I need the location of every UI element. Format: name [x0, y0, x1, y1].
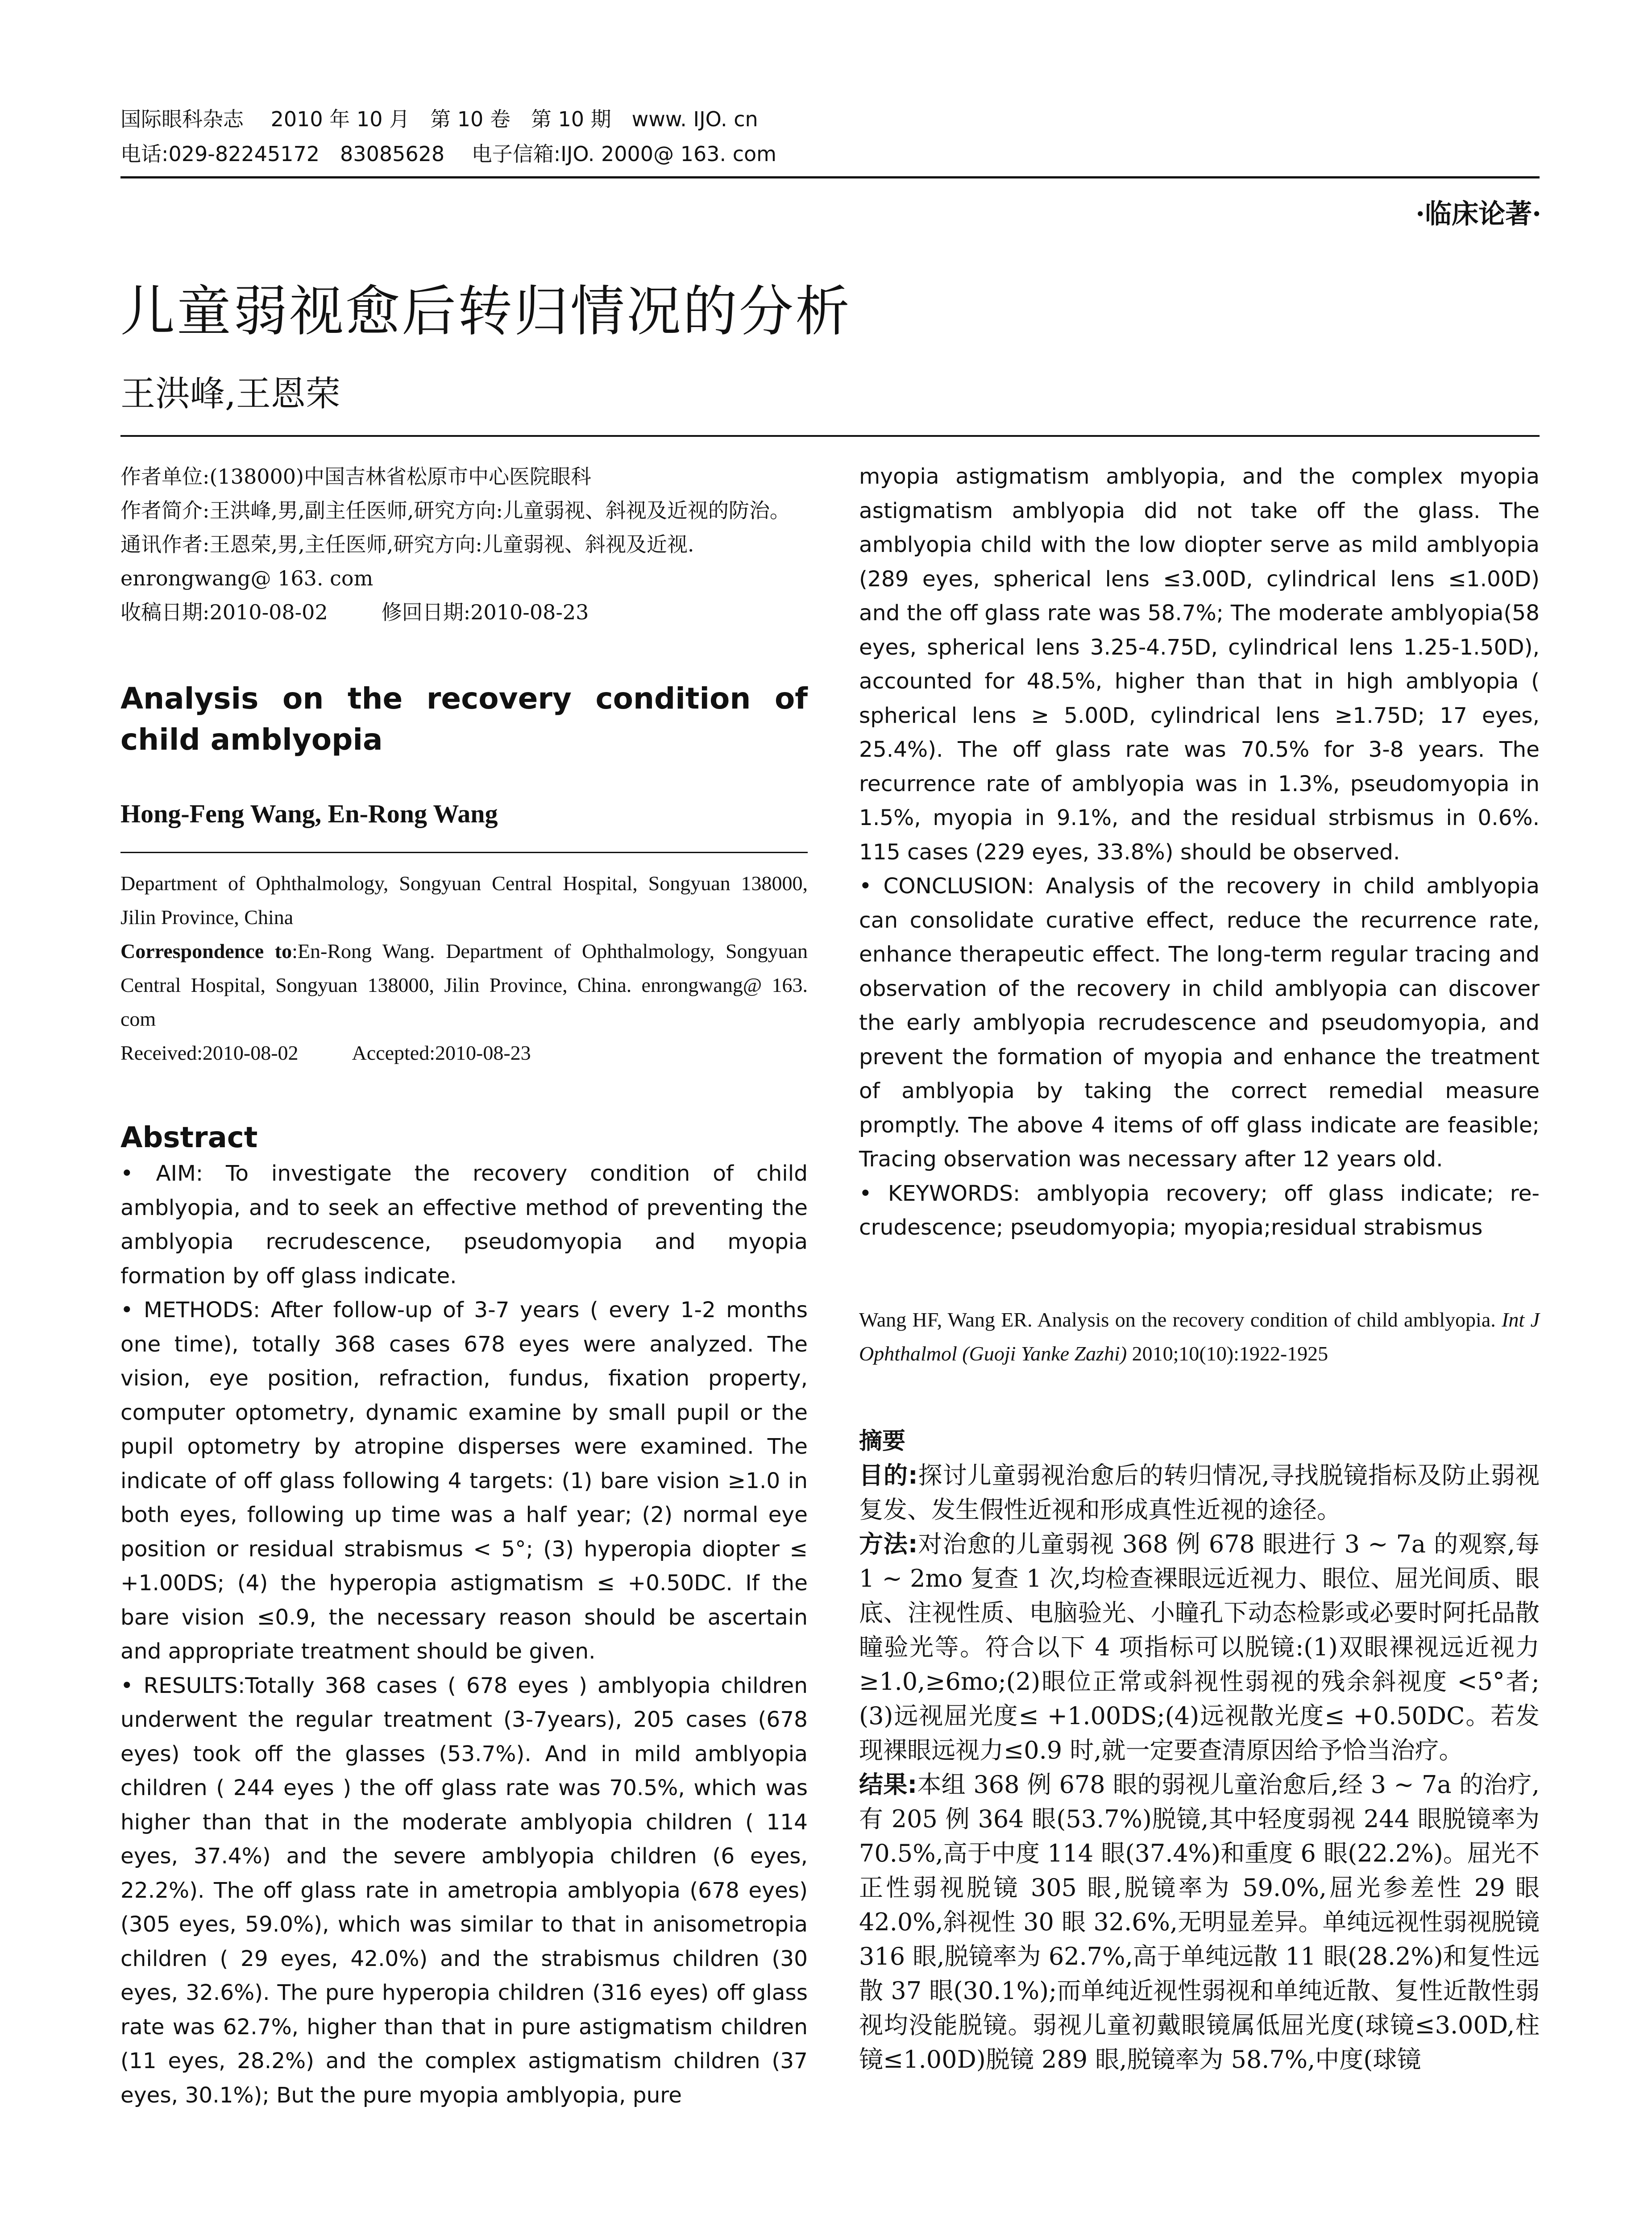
article-title-cn: 儿童弱视愈后转归情况的分析 — [120, 280, 851, 343]
results-text-left: Totally 368 cases ( 678 eyes ) amblyopia children underwent the regular treatment (3-7years), 205 cases (678 eyes) took off the glasses (53.7%). And in mild amblyopia children ( 244 eyes ) the off glass rate was 70.5%, which was higher than that in the moderate amblyopia children ( 114 eyes, 37.4%) and the severe amblyopia children (6 eyes, 22.2%). The off glass rate in ametropia amblyopia (678 eyes) (305 eyes, 59.0%), which was similar to that in anisometropia children ( 29 eyes, 42.0%) and the strabismus children (30 eyes, 32.6%). The pure hyperopia children (316 eyes) off glass rate was 62.7%, higher than that in pure astigmatism children (11 eyes, 28.2%) and the complex astigmatism children (37 eyes, 30.1%); But the pure myopia amblyopia, pure — [120, 1673, 808, 2108]
journal-info-line: 国际眼科杂志 2010 年 10 月 第 10 卷 第 10 期 www. IJO. cn — [120, 107, 758, 131]
results-label: • RESULTS: — [120, 1673, 245, 1698]
aim-label: • AIM: — [120, 1161, 203, 1186]
section-tag: ·临床论著· — [1415, 199, 1541, 230]
results-text-cn: 本组 368 例 678 眼的弱视儿童治愈后,经 3 ~ 7a 的治疗,有 205 例 364 眼(53.7%)脱镜,其中轻度弱视 244 眼脱镜率为 70.5%,高于中度 114 眼(37.4%)和重度 6 眼(22.2%)。屈光不正性弱视脱镜 305 眼,脱镜率为 59.0%,屈光参差性 29 眼 42.0%,斜视性 30 眼 32.6%,无明显差异。单纯远视性弱视脱镜 316 眼,脱镜率为 62.7%,高于单纯远散 11 眼(28.2%)和复性远散 37 眼(30.1%);而单纯近视性弱视和单纯近散、复性近散性弱视均没能脱镜。弱视儿童初戴眼镜属低屈光度(球镜≤3.00D,柱镜≤1.00D)脱镜 289 眼,脱镜率为 58.7%,中度(球镜 — [859, 1770, 1540, 2073]
abstract-results — [120, 1669, 808, 2113]
results-label-cn: 结果: — [859, 1770, 917, 1799]
affiliation-en-block — [120, 867, 808, 1070]
dates-cn — [120, 595, 808, 629]
keywords-text: amblyopia recovery; off glass indicate; re-crudescence; pseudomyopia; myopia;residual strabismus — [859, 1181, 1540, 1240]
title-rule — [120, 435, 1540, 437]
correspondence-label: Correspondence to — [120, 940, 292, 962]
abstract-aim — [120, 1157, 808, 1293]
aim-text: To investigate the recovery condition of child amblyopia, and to seek an effective method of preventing the amblyopia recrudescence, pseudomyopia and myopia formation by off glass indicate. — [120, 1161, 808, 1289]
author-info-cn — [120, 460, 808, 629]
article-title-en: Analysis on the recovery condition of child amblyopia — [120, 681, 808, 757]
methods-text-cn: 对治愈的儿童弱视 368 例 678 眼进行 3 ~ 7a 的观察,每 1 ~ 2mo 复查 1 次,均检查裸眼远近视力、眼位、屈光间质、眼底、注视性质、电脑验光、小瞳孔下动态检影或必要时阿托品散瞳验光等。符合以下 4 项指标可以脱镜:(1)双眼裸视远近视力≥1.0,≥6mo;(2)眼位正常或斜视性弱视的残余斜视度 <5°者;(3)远视屈光度≤ +1.00DS;(4)远视散光度≤ +0.50DC。若发现裸眼远视力≤0.9 时,就一定要查清原因给予恰当治疗。 — [859, 1530, 1540, 1764]
header-rule — [120, 176, 1540, 178]
author-rule — [120, 852, 808, 853]
conclusion-text: Analysis of the recovery in child amblyopia can consolidate curative effect, reduce the recurrence rate, enhance therapeutic effect. The long-term regular tracing and observation of the recovery in child amblyopia can discover the early amblyopia recrudescence and pseudomyopia, and prevent the formation of myopia and enhance the treatment of amblyopia by taking the correct remedial measure promptly. The above 4 items of off glass indicate are feasible; Tracing observation was necessary after 12 years old. — [859, 874, 1540, 1172]
aim-text-cn: 探讨儿童弱视治愈后的转归情况,寻找脱镜指标及防止弱视复发、发生假性近视和形成真性近视的途径。 — [859, 1461, 1540, 1524]
abstract-methods — [120, 1293, 808, 1669]
abstract-en-left — [120, 1157, 808, 2112]
department-en: Department of Ophthalmology, Songyuan Central Hospital, Songyuan 138000, Jilin Province, China — [120, 872, 808, 929]
citation-text: Wang HF, Wang ER. Analysis on the recovery condition of child amblyopia. — [859, 1308, 1502, 1331]
conclusion-label: • CONCLUSION: — [859, 874, 1034, 899]
received-date-cn: 收稿日期:2010-08-02 — [120, 600, 328, 624]
citation-journal: Int J Ophthalmol (Guoji Yanke Zazhi) — [859, 1308, 1540, 1365]
contact-info-line: 电话:029-82245172 83085628 电子信箱:IJO. 2000@ 163. com — [120, 142, 776, 166]
methods-text: After follow-up of 3-7 years ( every 1-2 months one time), totally 368 cases 678 eyes were analyzed. The vision, eye position, refraction, fundus, fixation property, computer optometry, dynamic examine by small pupil or the pupil optometry by atropine disperses were examined. The indicate of off glass following 4 targets: (1) bare vision ≥1.0 in both eyes, following up time was a half year; (2) normal eye position or residual strabismus < 5°; (3) hyperopia diopter ≤ +1.00DS; (4) the hyperopia astigmatism ≤ +0.50DC. If the bare vision ≤0.9, the necessary reason should be ascertain and appropriate treatment should be given. — [120, 1298, 808, 1664]
dates-en — [120, 1036, 808, 1070]
authors-cn: 王洪峰,王恩荣 — [120, 374, 340, 414]
citation-ref: 2010;10(10):1922-1925 — [1127, 1342, 1328, 1365]
abstract-cn-results — [859, 1767, 1540, 2077]
keywords-label: • KEYWORDS: — [859, 1181, 1021, 1206]
right-column — [859, 460, 1540, 2077]
correspondence-text: :En-Rong Wang. Department of Ophthalmology, Songyuan Central Hospital, Songyuan 138000, Jilin Province, China. enrongwang@ 163. com — [120, 940, 808, 1030]
received-date-en: Received:2010-08-02 — [120, 1041, 299, 1064]
correspondence-cn: 通讯作者:王恩荣,男,主任医师,研究方向:儿童弱视、斜视及近视. enrongwang@ 163. com — [120, 532, 694, 590]
affiliation-cn: 作者单位:(138000)中国吉林省松原市中心医院眼科 — [120, 464, 591, 489]
abstract-keywords — [859, 1177, 1540, 1245]
abstract-cn — [859, 1458, 1540, 2077]
revised-date-cn: 修回日期:2010-08-23 — [381, 600, 589, 624]
authors-en: Hong-Feng Wang, En-Rong Wang — [120, 799, 498, 828]
methods-label-cn: 方法: — [859, 1530, 918, 1558]
abstract-conclusion — [859, 869, 1540, 1177]
methods-label: • METHODS: — [120, 1298, 261, 1323]
left-column — [120, 460, 808, 2112]
running-header — [120, 102, 1540, 171]
results-continued: myopia astigmatism amblyopia, and the complex myopia astigmatism amblyopia did not take off the glass. The amblyopia child with the low diopter serve as mild amblyopia (289 eyes, spherical lens ≤3.00D, cylindrical lens ≤1.00D) and the off glass rate was 58.7%; The moderate amblyopia(58 eyes, spherical lens 3.25-4.75D, cylindrical lens 1.25-1.50D), accounted for 48.5%, higher than that in high amblyopia ( spherical lens ≥ 5.00D, cylindrical lens ≥1.75D; 17 eyes, 25.4%). The off glass rate was 70.5% for 3-8 years. The recurrence rate of amblyopia was in 1.3%, pseudomyopia in 1.5%, myopia in 9.1%, and the residual strbismus in 0.6%. 115 cases (229 eyes, 33.8%) should be observed. — [859, 464, 1540, 865]
accepted-date-en: Accepted:2010-08-23 — [352, 1041, 531, 1064]
author-intro-cn: 作者简介:王洪峰,男,副主任医师,研究方向:儿童弱视、斜视及近视的防治。 — [120, 498, 790, 523]
aim-label-cn: 目的: — [859, 1461, 918, 1489]
citation — [859, 1303, 1540, 1371]
abstract-en-right — [859, 460, 1540, 1245]
abstract-cn-methods — [859, 1527, 1540, 1767]
correspondence-en — [120, 934, 808, 1036]
abstract-heading: Abstract — [120, 1121, 258, 1154]
abstract-cn-aim — [859, 1458, 1540, 1527]
abstract-heading-cn: 摘要 — [859, 1427, 906, 1455]
